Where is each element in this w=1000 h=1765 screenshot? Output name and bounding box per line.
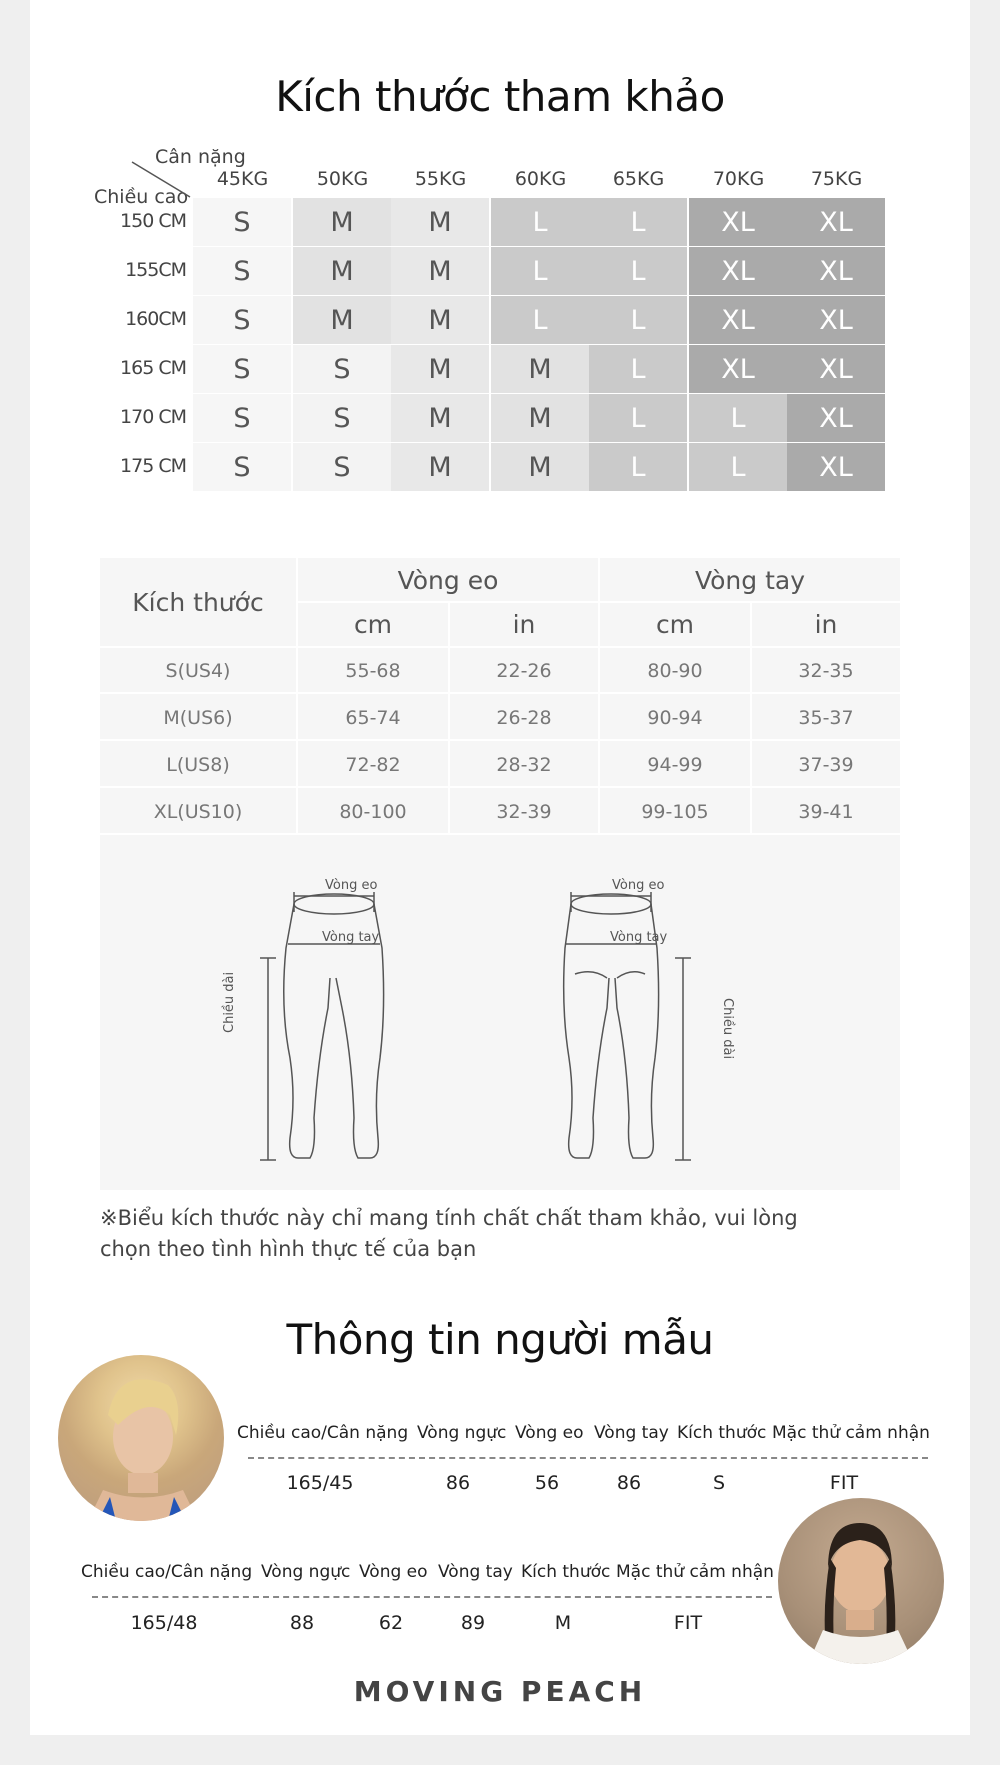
measure-value: 39-41 [798, 800, 854, 823]
size-cell: S [293, 443, 391, 491]
measure-value: 80-100 [339, 800, 407, 823]
weight-header: 45KG [216, 168, 269, 190]
model-header: Vòng ngực [417, 1423, 507, 1443]
table-divider [100, 692, 900, 694]
size-cell: XL [787, 345, 885, 393]
dashed-separator [248, 1457, 928, 1459]
size-cell: XL [689, 296, 787, 344]
measure-value: 99-105 [641, 800, 709, 823]
model-header: Vòng tay [594, 1423, 669, 1443]
size-cell: L [589, 247, 687, 295]
measure-value: 28-32 [496, 753, 552, 776]
model-value: FIT [673, 1612, 703, 1634]
size-cell: M [391, 296, 489, 344]
size-cell: L [589, 198, 687, 246]
unit-header: cm [655, 609, 695, 639]
measure-value: 35-37 [798, 706, 854, 729]
size-cell: M [293, 198, 391, 246]
size-chart-title: Kích thước tham khảo [275, 72, 725, 121]
size-cell: M [391, 345, 489, 393]
weight-axis-label: Cân nặng [155, 146, 246, 168]
model-header: Mặc thử cảm nhận [772, 1423, 930, 1443]
table-divider [448, 602, 450, 834]
model-header: Vòng eo [515, 1423, 584, 1443]
measure-value: 22-26 [496, 659, 552, 682]
height-header: 160CM [125, 308, 186, 330]
model-value: 88 [289, 1612, 315, 1634]
size-cell: M [391, 443, 489, 491]
size-cell: L [589, 443, 687, 491]
size-cell: L [689, 443, 787, 491]
length-label: Chiều dài [720, 998, 735, 1060]
unit-header: cm [353, 609, 393, 639]
size-row-label: XL(US10) [153, 800, 243, 823]
size-cell: S [293, 394, 391, 442]
model-value: 165/45 [286, 1472, 354, 1494]
measure-value: 90-94 [647, 706, 703, 729]
size-cell: XL [787, 394, 885, 442]
model-info-title: Thông tin người mẫu [286, 1315, 714, 1364]
height-header: 175 CM [120, 455, 186, 477]
size-cell: XL [689, 345, 787, 393]
measurement-table [100, 558, 900, 1190]
size-cell: M [293, 296, 391, 344]
table-divider [100, 786, 900, 788]
size-cell: S [193, 296, 291, 344]
measure-value: 26-28 [496, 706, 552, 729]
model-value: S [712, 1472, 726, 1494]
unit-header: in [512, 609, 536, 639]
waist-label: Vòng eo [612, 878, 665, 893]
table-divider [598, 558, 600, 834]
size-cell: L [589, 394, 687, 442]
waist-group-header: Vòng eo [397, 565, 499, 595]
height-axis-label: Chiều cao [94, 186, 189, 208]
weight-header: 60KG [514, 168, 567, 190]
length-label: Chiều dài [222, 971, 237, 1033]
measure-value: 80-90 [647, 659, 703, 682]
leggings-front-diagram [250, 878, 410, 1168]
measure-value: 32-39 [496, 800, 552, 823]
measure-value: 37-39 [798, 753, 854, 776]
model-value: FIT [829, 1472, 859, 1494]
model-header: Vòng tay [438, 1562, 513, 1582]
height-header: 150 CM [120, 210, 186, 232]
size-cell: XL [787, 247, 885, 295]
model-value: 86 [616, 1472, 642, 1494]
size-cell: L [589, 345, 687, 393]
hip-label: Vòng tay [610, 930, 668, 945]
model-value: 62 [378, 1612, 404, 1634]
size-row-label: S(US4) [165, 659, 231, 682]
size-cell: M [391, 394, 489, 442]
size-cell: S [193, 198, 291, 246]
model-header: Chiều cao/Cân nặng [81, 1562, 253, 1582]
height-header: 155CM [125, 259, 186, 281]
measure-value: 55-68 [345, 659, 401, 682]
table-divider [298, 601, 900, 603]
unit-header: in [814, 609, 838, 639]
size-row-label: L(US8) [166, 753, 230, 776]
height-header: 170 CM [120, 406, 186, 428]
size-cell: XL [787, 296, 885, 344]
weight-header: 65KG [612, 168, 665, 190]
arm-group-header: Vòng tay [694, 565, 806, 595]
size-cell: L [491, 198, 589, 246]
size-cell: M [391, 247, 489, 295]
measure-value: 94-99 [647, 753, 703, 776]
size-cell: S [193, 443, 291, 491]
size-cell: M [491, 394, 589, 442]
weight-header: 50KG [316, 168, 369, 190]
model-value: 89 [460, 1612, 486, 1634]
size-cell: M [491, 345, 589, 393]
size-cell: XL [689, 198, 787, 246]
model-value: 86 [445, 1472, 471, 1494]
brand-logo: MOVING PEACH [353, 1675, 647, 1708]
model-header: Vòng ngực [261, 1562, 351, 1582]
leggings-back-diagram [535, 878, 695, 1168]
diagonal-divider [130, 160, 195, 200]
model-header: Mặc thử cảm nhận [616, 1562, 774, 1582]
table-divider [750, 602, 752, 834]
size-cell: L [491, 296, 589, 344]
table-divider [100, 646, 900, 648]
size-cell: XL [787, 443, 885, 491]
waist-label: Vòng eo [325, 878, 378, 893]
size-cell: L [589, 296, 687, 344]
size-cell: M [391, 198, 489, 246]
model-header: Kích thước [677, 1423, 767, 1443]
size-cell: L [689, 394, 787, 442]
model-header: Vòng eo [359, 1562, 428, 1582]
size-cell: XL [689, 247, 787, 295]
model-header: Kích thước [521, 1562, 611, 1582]
model-1-avatar [58, 1355, 224, 1521]
size-cell: S [193, 345, 291, 393]
size-cell: L [491, 247, 589, 295]
model-value: M [554, 1612, 572, 1634]
table-divider [296, 558, 298, 834]
disclaimer-note: ※Biểu kích thước này chỉ mang tính chất chất tham khảo, vui lòng chọn theo tình hình thực tế của bạn [100, 1206, 798, 1261]
height-header: 165 CM [120, 357, 186, 379]
model-value: 56 [534, 1472, 560, 1494]
model-2-avatar [778, 1498, 944, 1664]
size-row-label: M(US6) [163, 706, 233, 729]
measure-value: 32-35 [798, 659, 854, 682]
size-header: Kích thước [132, 587, 264, 617]
hip-label: Vòng tay [322, 930, 380, 945]
weight-header: 75KG [810, 168, 863, 190]
model-value: 165/48 [130, 1612, 198, 1634]
weight-header: 55KG [414, 168, 467, 190]
measure-value: 65-74 [345, 706, 401, 729]
size-cell: S [193, 247, 291, 295]
size-cell: S [193, 394, 291, 442]
size-cell: M [491, 443, 589, 491]
measure-value: 72-82 [345, 753, 401, 776]
model-header: Chiều cao/Cân nặng [237, 1423, 409, 1443]
size-cell: M [293, 247, 391, 295]
table-divider [100, 739, 900, 741]
dashed-separator [92, 1596, 772, 1598]
size-cell: XL [787, 198, 885, 246]
size-cell: S [293, 345, 391, 393]
weight-header: 70KG [712, 168, 765, 190]
table-divider [100, 833, 900, 835]
